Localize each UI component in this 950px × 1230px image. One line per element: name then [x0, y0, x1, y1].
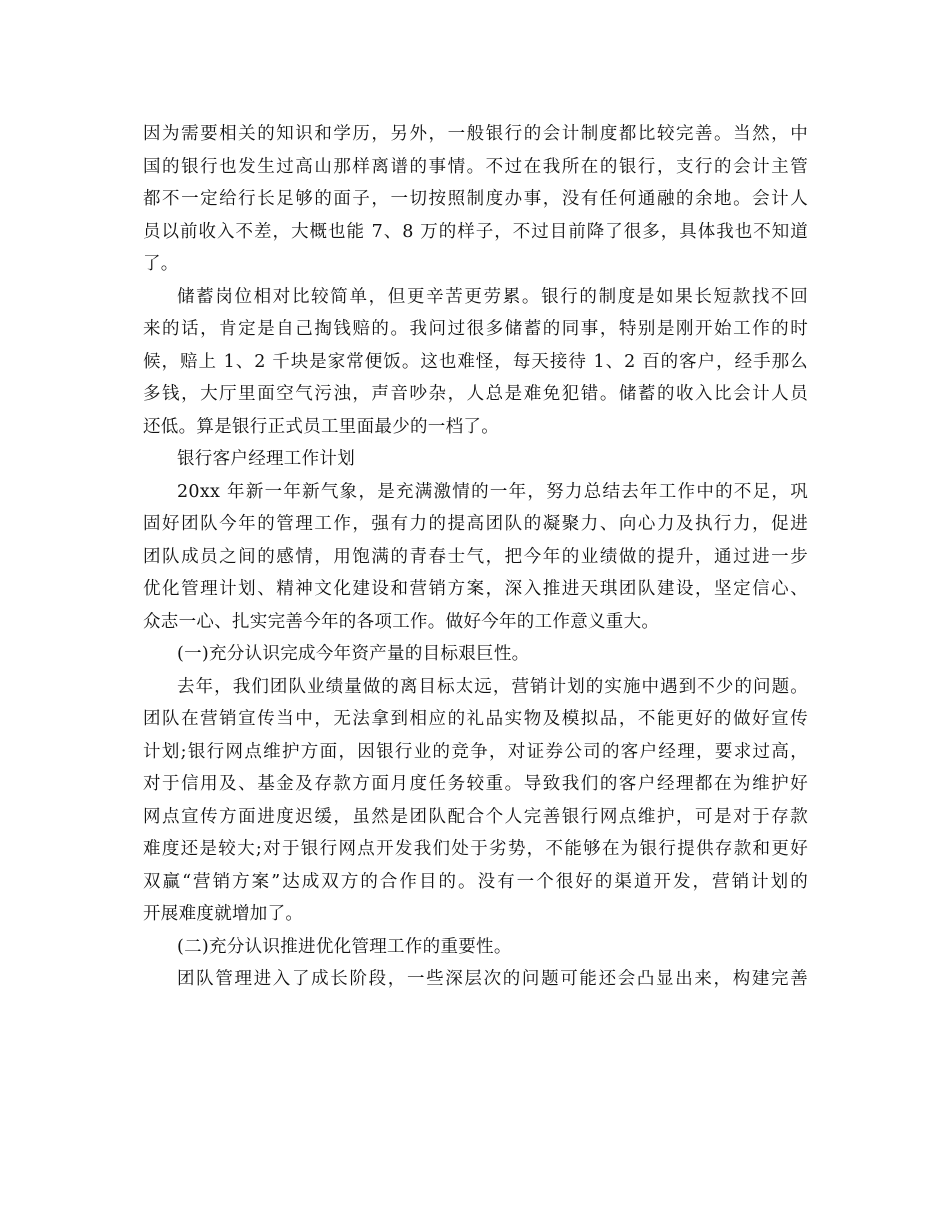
text-line: 计划;银行网点维护方面，因银行业的竞争，对证券公司的客户经理，要求过高，	[143, 741, 808, 762]
text-line: 候，赔上 1、2 千块是家常便饭。这也难怪，每天接待 1、2 百的客户，经手那么	[143, 351, 808, 372]
text-line: 固好团队今年的管理工作，强有力的提高团队的凝聚力、向心力及执行力，促进	[143, 514, 808, 534]
text-line: 团队管理进入了成长阶段，一些深层次的问题可能还会凸显出来，构建完善	[177, 969, 808, 989]
text-line: 储蓄岗位相对比较简单，但更辛苦更劳累。银行的制度是如果长短款找不回	[177, 286, 808, 307]
text-line: 网点宣传方面进度迟缓，虽然是团队配合个人完善银行网点维护，可是对于存款	[143, 806, 808, 827]
text-line: 难度还是较大;对于银行网点开发我们处于劣势，不能够在为银行提供存款和更好	[143, 839, 808, 859]
text-line: 团队成员之间的感情，用饱满的青春士气，把今年的业绩做的提升，通过进一步	[143, 546, 808, 567]
text-line: 都不一定给行长足够的面子，一切按照制度办事，没有任何通融的余地。会计人	[143, 189, 808, 209]
text-line: 去年，我们团队业绩量做的离目标太远，营销计划的实施中遇到不少的问题。	[177, 676, 808, 697]
text-line: 来的话，肯定是自己掏钱赔的。我问过很多储蓄的同事，特别是刚开始工作的时	[143, 319, 808, 339]
text-line: 20xx 年新一年新气象，是充满激情的一年，努力总结去年工作中的不足，巩	[177, 481, 808, 502]
text-line: 员以前收入不差，大概也能 7、8 万的样子，不过目前降了很多，具体我也不知道	[143, 221, 808, 242]
text-line: 银行客户经理工作计划	[177, 449, 355, 469]
text-line: 开展难度就增加了。	[143, 904, 304, 924]
text-line: 了。	[143, 254, 179, 274]
text-line: (二)充分认识推进优化管理工作的重要性。	[177, 936, 512, 957]
text-line: 团队在营销宣传当中，无法拿到相应的礼品实物及模拟品，不能更好的做好宣传	[143, 709, 808, 729]
text-line: 多钱，大厅里面空气污浊，声音吵杂，人总是难免犯错。储蓄的收入比会计人员	[143, 384, 808, 404]
text-line: 优化管理计划、精神文化建设和营销方案，深入推进天琪团队建设，坚定信心、	[143, 579, 808, 599]
text-line: (一)充分认识完成今年资产量的目标艰巨性。	[177, 644, 530, 664]
document-body	[143, 118, 808, 996]
text-line: 因为需要相关的知识和学历，另外，一般银行的会计制度都比较完善。当然，中	[143, 124, 808, 144]
text-line: 双赢“营销方案”达成双方的合作目的。没有一个很好的渠道开发，营销计划的	[143, 871, 808, 892]
text-line: 国的银行也发生过高山那样离谱的事情。不过在我所在的银行，支行的会计主管	[143, 156, 808, 177]
text-line: 还低。算是银行正式员工里面最少的一档了。	[143, 416, 499, 437]
text-line: 对于信用及、基金及存款方面月度任务较重。导致我们的客户经理都在为维护好	[143, 774, 808, 794]
text-line: 众志一心、扎实完善今年的各项工作。做好今年的工作意义重大。	[143, 611, 660, 632]
